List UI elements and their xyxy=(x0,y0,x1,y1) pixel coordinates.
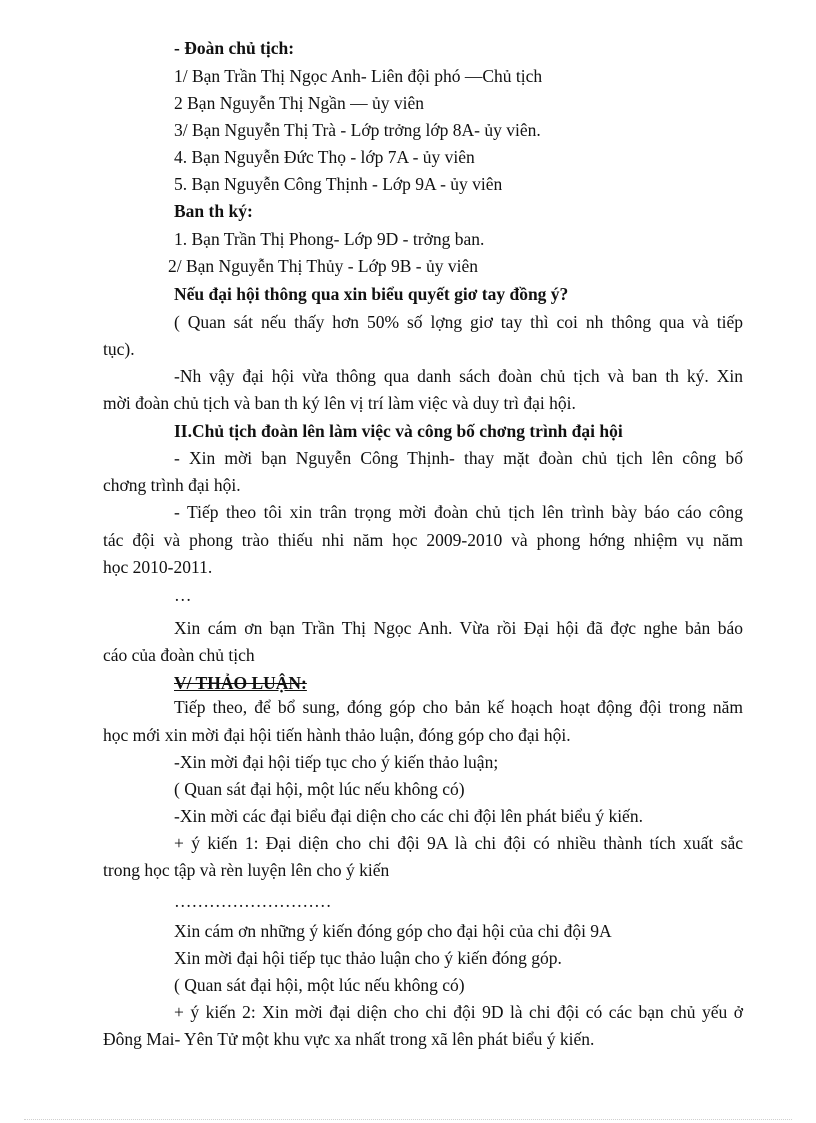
section-2-p2-line-2: tác đội và phong trào thiếu nhi năm học 2009-2010 và phong hớng nhiệm vụ năm xyxy=(103,530,743,550)
section-5-opinion-2-line-1: + ý kiến 2: Xin mời đại diện cho chi đội 9D là chi đội có các bạn chủ yếu ở xyxy=(174,1002,743,1022)
presidium-member-4: 4. Bạn Nguyễn Đức Thọ - lớp 7A - ủy viên xyxy=(174,147,475,167)
section-2-ellipsis: … xyxy=(174,585,192,605)
vote-note-line-2: tục). xyxy=(103,339,135,359)
section-2-heading: II.Chủ tịch đoàn lên làm việc và công bố chơng trình đại hội xyxy=(174,421,623,441)
vote-question: Nếu đại hội thông qua xin biểu quyết giơ tay đồng ý? xyxy=(174,284,569,304)
vote-passed-line-1: -Nh vậy đại hội vừa thông qua danh sách đoàn chủ tịch và ban th ký. Xin xyxy=(174,366,743,386)
section-5-heading: V/ THẢO LUẬN: xyxy=(174,673,307,693)
presidium-member-2: 2 Bạn Nguyễn Thị Ngần — ủy viên xyxy=(174,93,424,113)
section-2-p1-line-2: chơng trình đại hội. xyxy=(103,475,241,495)
presidium-member-5: 5. Bạn Nguyễn Công Thịnh - Lớp 9A - ủy viên xyxy=(174,174,503,194)
secretariat-member-2: 2/ Bạn Nguyễn Thị Thủy - Lớp 9B - ủy viên xyxy=(168,256,478,276)
secretariat-heading: Ban th ký: xyxy=(174,201,253,221)
section-5-intro-line-1: Tiếp theo, để bổ sung, đóng góp cho bản kế hoạch hoạt động đội trong năm xyxy=(174,697,743,717)
section-5-observe-2: ( Quan sát đại hội, một lúc nếu không có) xyxy=(174,975,465,995)
presidium-member-3: 3/ Bạn Nguyễn Thị Trà - Lớp trởng lớp 8A- ủy viên. xyxy=(174,120,541,140)
section-5-opinion-1-line-1: + ý kiến 1: Đại diện cho chi đội 9A là chi đội có nhiều thành tích xuất sắc xyxy=(174,833,743,853)
section-2-thanks-line-1: Xin cám ơn bạn Trần Thị Ngọc Anh. Vừa rồi Đại hội đã đợc nghe bản báo xyxy=(174,618,743,638)
section-5-continue: Xin mời đại hội tiếp tục thảo luận cho ý kiến đóng góp. xyxy=(174,948,562,968)
section-2-p2-line-3: học 2010-2011. xyxy=(103,557,213,577)
section-5-opinion-1-line-2: trong học tập và rèn luyện lên cho ý kiến xyxy=(103,860,390,880)
section-2-p1-line-1: - Xin mời bạn Nguyễn Công Thịnh- thay mặt đoàn chủ tịch lên công bố xyxy=(174,448,743,468)
section-2-p2-line-1: - Tiếp theo tôi xin trân trọng mời đoàn chủ tịch lên trình bày báo cáo công xyxy=(174,502,743,522)
page-bottom-divider xyxy=(24,1119,792,1120)
section-5-invite-2: -Xin mời các đại biểu đại diện cho các chi đội lên phát biểu ý kiến. xyxy=(174,806,643,826)
section-5-thanks-9a: Xin cám ơn những ý kiến đóng góp cho đại hội của chi đội 9A xyxy=(174,921,612,941)
section-5-opinion-2-line-2: Đông Mai- Yên Tử một khu vực xa nhất trong xã lên phát biểu ý kiến. xyxy=(103,1029,595,1049)
section-5-dots: ……………………… xyxy=(174,891,332,911)
section-5-invite-1: -Xin mời đại hội tiếp tục cho ý kiến thảo luận; xyxy=(174,752,499,772)
section-5-intro-line-2: học mới xin mời đại hội tiến hành thảo luận, đóng góp cho đại hội. xyxy=(103,725,571,745)
presidium-heading: - Đoàn chủ tịch: xyxy=(174,38,295,58)
section-2-thanks-line-2: cáo của đoàn chủ tịch xyxy=(103,645,255,665)
vote-note-line-1: ( Quan sát nếu thấy hơn 50% số lợng giơ tay thì coi nh thông qua và tiếp xyxy=(174,312,743,332)
presidium-member-1: 1/ Bạn Trần Thị Ngọc Anh- Liên đội phó —Chủ tịch xyxy=(174,66,543,86)
secretariat-member-1: 1. Bạn Trần Thị Phong- Lớp 9D - trởng ban. xyxy=(174,229,485,249)
vote-passed-line-2: mời đoàn chủ tịch và ban th ký lên vị trí làm việc và duy trì đại hội. xyxy=(103,393,576,413)
section-5-observe-1: ( Quan sát đại hội, một lúc nếu không có) xyxy=(174,779,465,799)
